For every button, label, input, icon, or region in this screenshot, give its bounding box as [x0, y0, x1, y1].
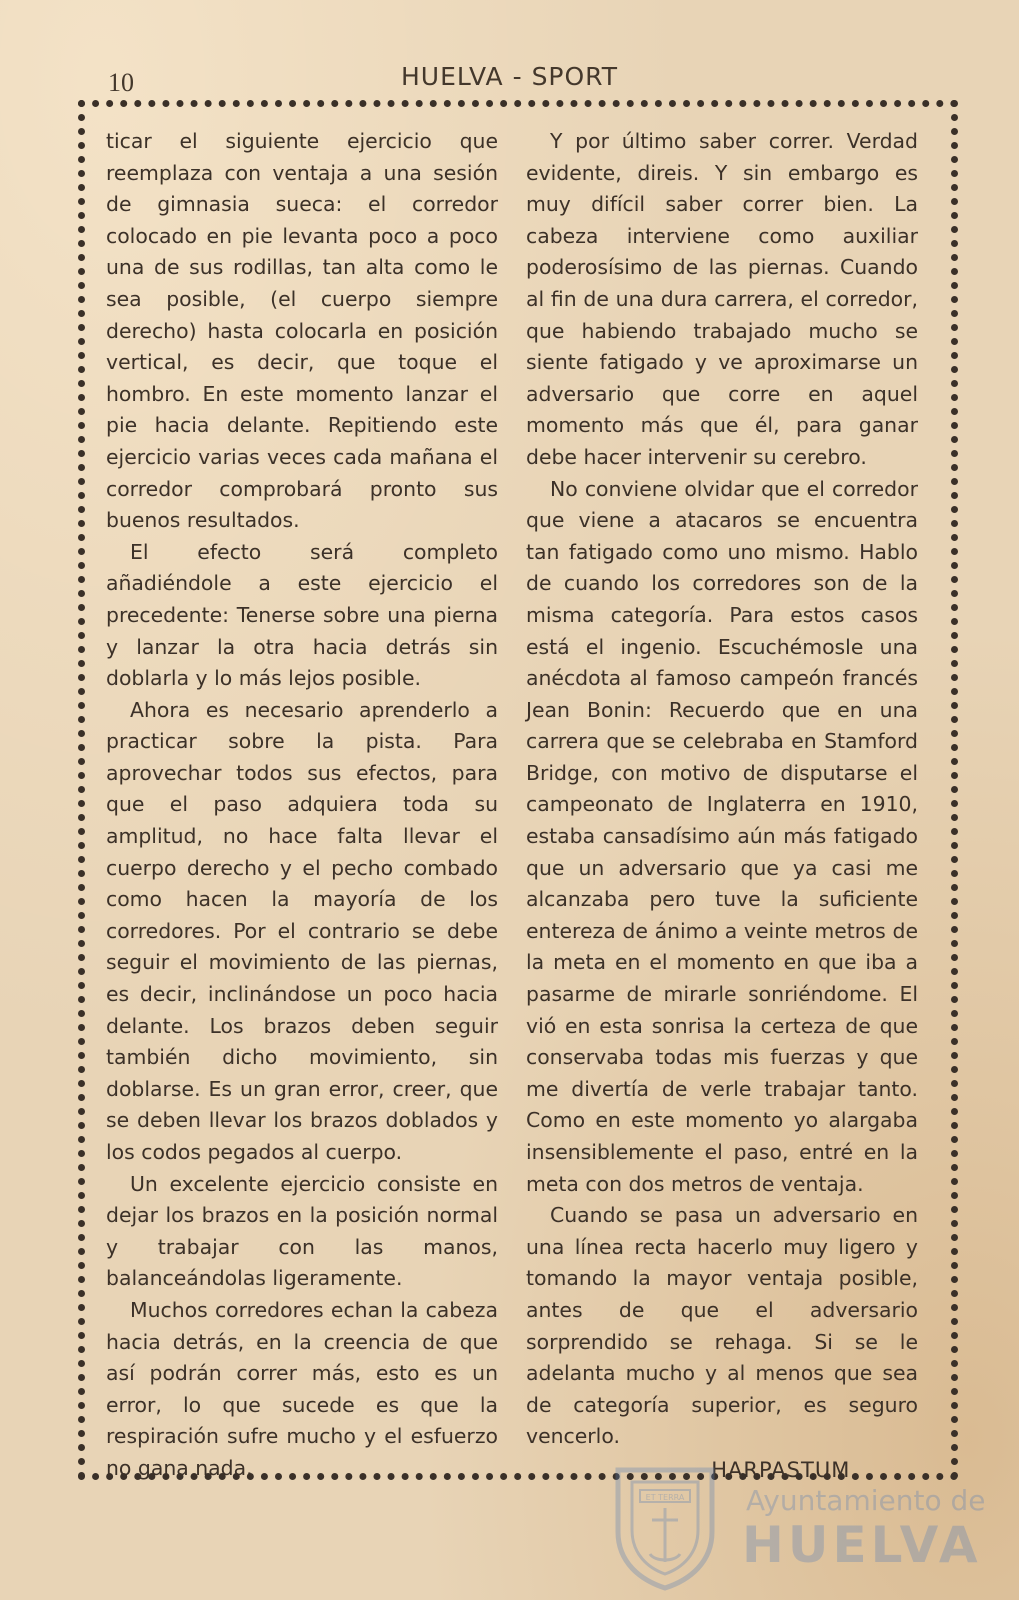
watermark-line-1: Ayuntamiento de [746, 1484, 986, 1517]
left-paragraph-3: Ahora es necesario aprenderlo a practicar sobre la pista. Para aprovechar todos sus efectos, para que el paso adquiera toda su amplitud, no hace falta llevar el cuerpo derecho y el pecho combado como hacen la mayoría de los corredores. Por el contrario se debe seguir el movimiento de las piernas, es decir, inclinándose un poco hacia delante. Los brazos deben seguir también dicho movimiento, sin doblarse. Es un gran error, creer, que se deben llevar los brazos doblados y los codos pegados al cuerpo. [106, 697, 498, 1164]
left-paragraph-2: El efecto será completo añadiéndole a este ejercicio el precedente: Tenerse sobre una pierna y lanzar la otra hacia detrás sin doblarla y lo más lejos posible. [106, 539, 498, 691]
coat-of-arms-icon [610, 1462, 720, 1592]
author-signature: HARPASTUM. [711, 1457, 858, 1482]
right-paragraph-2: No conviene olvidar que el corredor que viene a atacaros se encuentra tan fatigado como uno mismo. Hablo de cuando los corredores son de la misma categoría. Para estos casos está el ingenio. Escuchémosle una anécdota al famoso campeón francés Jean Bonin: Recuerdo que en una carrera que se celebraba en Stamford Bridge, con motivo de disputarse el campeonato de Inglaterra en 1910, estaba cansadísimo aún más fatigado que un adversario que ya casi me alcanzaba pero tuve la suficiente entereza de ánimo a veinte metros de la meta en el momento en que iba a pasarme de mirarle sonriéndome. El vió en esta sonrisa la certeza de que conservaba todas mis fuerzas y que me divertía de verle trabajar tanto. Como en este momento yo alargaba insensiblemente el paso, entré en la meta con dos metros de ventaja. [526, 476, 918, 1196]
watermark [610, 1462, 1000, 1592]
watermark-line-2: HUELVA [742, 1516, 982, 1574]
watermark-shield-text: ET TERRA [645, 1493, 685, 1502]
left-paragraph-4: Un excelente ejercicio consiste en dejar los brazos en la posición normal y trabajar con las manos, balanceándolas ligeramente. [106, 1171, 498, 1291]
right-paragraph-1: Y por último saber correr. Verdad evidente, direis. Y sin embargo es muy difícil saber correr bien. La cabeza interviene como auxiliar poderosísimo de las piernas. Cuando al fin de una dura carrera, el corredor, que habiendo trabajado mucho se siente fatigado y ve aproximarse un adversario que corre en aquel momento más que él, para ganar debe hacer intervenir su cerebro. [526, 129, 918, 469]
left-column [106, 126, 498, 1485]
running-title: HUELVA - SPORT [400, 62, 619, 91]
left-paragraph-5: Muchos corredores echan la cabeza hacia detrás, en la creencia de que así podrán correr más, esto es un error, lo que sucede es que la respiración sufre mucho y el esfuerzo no gana nada. [106, 1297, 498, 1480]
left-paragraph-1: ticar el siguiente ejercicio que reemplaza con ventaja a una sesión de gimnasia sueca: el corredor colocado en pie levanta poco a poco una de sus rodillas, tan alta como le sea posible, (el cuerpo siempre derecho) hasta colocarla en posición vertical, es decir, que toque el hombro. En este momento lanzar el pie hacia delante. Repitiendo este ejercicio varias veces cada mañana el corredor comprobará pronto sus buenos resultados. [106, 129, 498, 533]
right-column [526, 126, 918, 1487]
page-number: 10 [108, 68, 134, 97]
right-paragraph-3: Cuando se pasa un adversario en una línea recta hacerlo muy ligero y tomando la mayor ventaja posible, antes de que el adversario sorprendido se rehaga. Si se le adelanta mucho y al menos que sea de categoría superior, es seguro vencerlo. [526, 1203, 918, 1449]
